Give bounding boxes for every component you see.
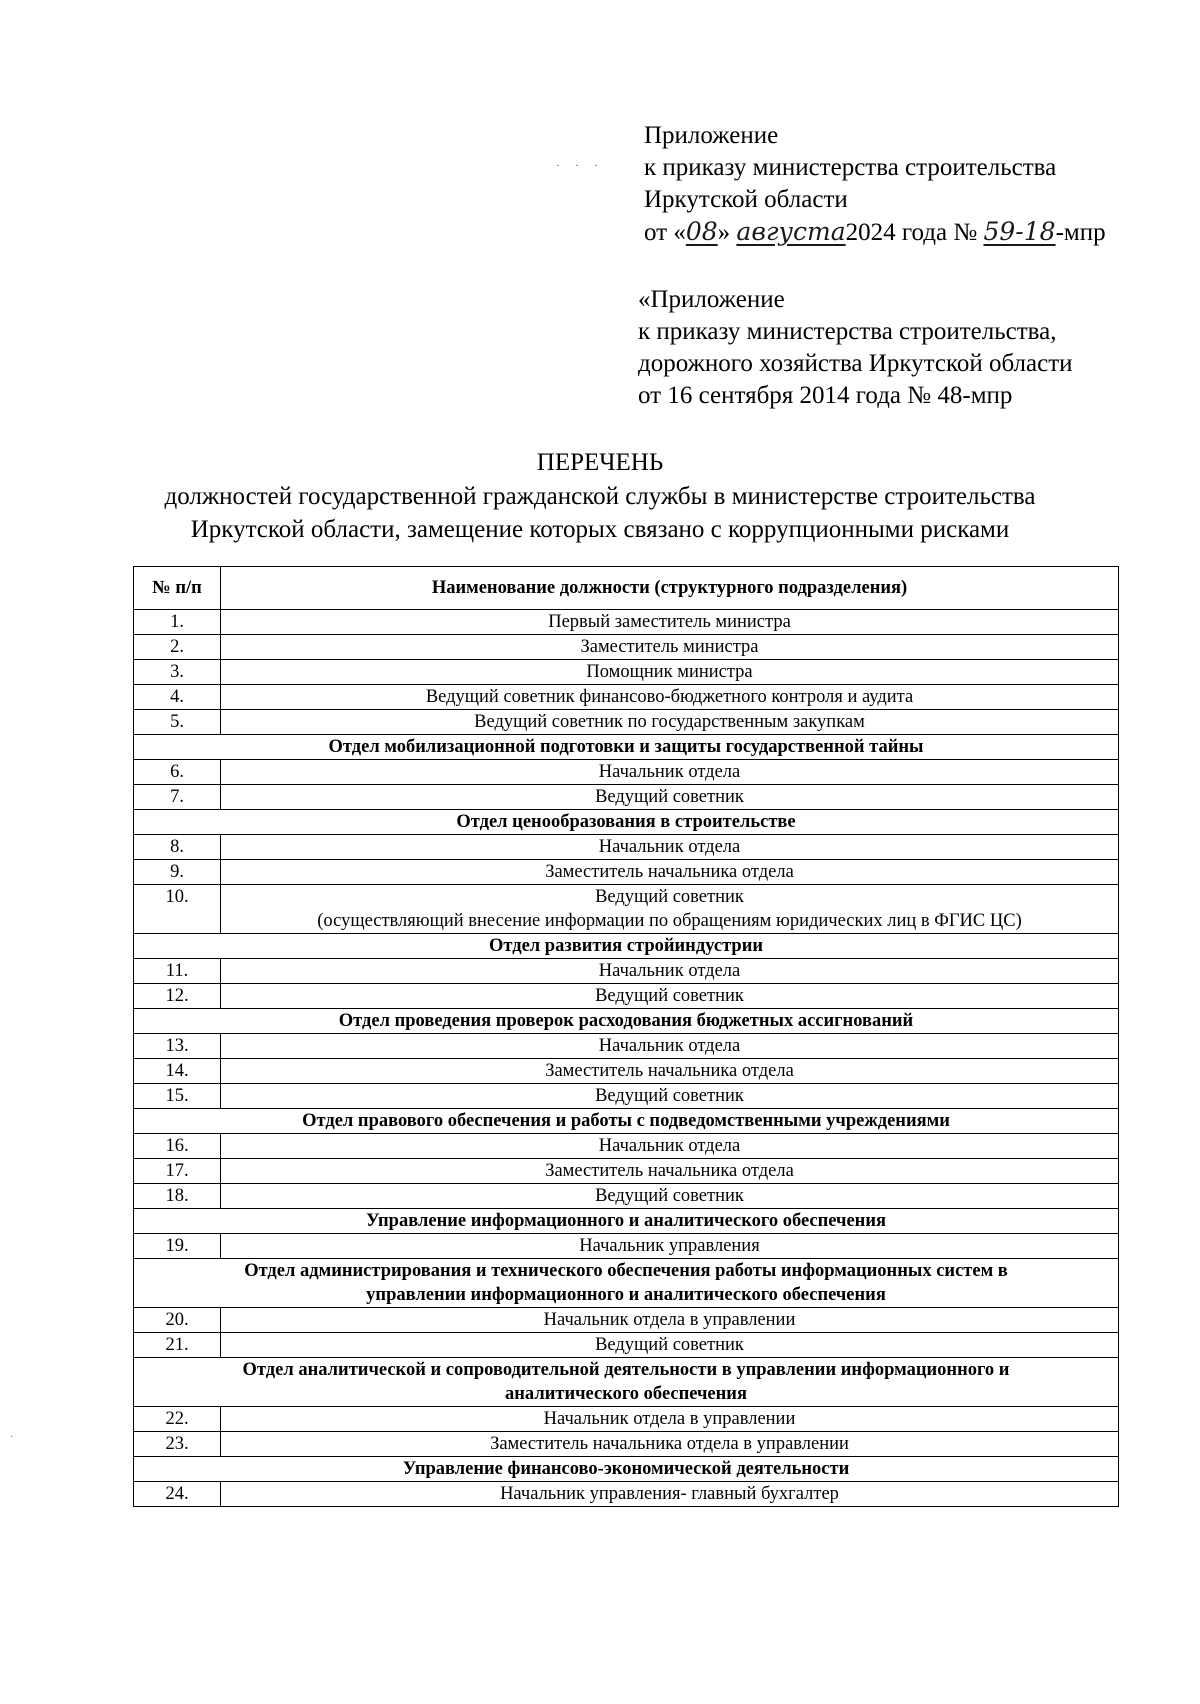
section-row <box>134 1358 1119 1407</box>
position-name-line: Ведущий советник по государственным закупкам <box>474 712 865 732</box>
table-row <box>134 685 1119 710</box>
table-row <box>134 1432 1119 1457</box>
position-name <box>221 984 1119 1009</box>
section-title-line: Отдел мобилизационной подготовки и защиты государственной тайны <box>328 737 924 757</box>
position-name <box>221 1432 1119 1457</box>
scan-artifact: · <box>10 1432 14 1443</box>
row-number: 5. <box>134 710 221 735</box>
position-name-line: Начальник отдела в управлении <box>543 1310 796 1330</box>
section-row <box>134 1109 1119 1134</box>
table-row <box>134 1482 1119 1507</box>
section-title-line: аналитического обеспечения <box>505 1384 747 1404</box>
row-number: 21. <box>134 1333 221 1358</box>
column-header-name: Наименование должности (структурного подразделения) <box>221 567 1119 610</box>
appendix-label: Приложение <box>644 122 779 149</box>
row-number: 7. <box>134 785 221 810</box>
table-body <box>134 610 1119 1507</box>
position-name-line: Начальник отдела в управлении <box>543 1409 796 1429</box>
position-name-line: Начальник управления- главный бухгалтер <box>500 1484 839 1504</box>
section-title <box>134 735 1119 760</box>
table-row <box>134 1184 1119 1209</box>
row-number: 9. <box>134 860 221 885</box>
section-title <box>134 1259 1119 1308</box>
position-name <box>221 785 1119 810</box>
position-name <box>221 885 1119 934</box>
position-name-line: Начальник управления <box>579 1236 760 1256</box>
section-title <box>134 1457 1119 1482</box>
row-number: 3. <box>134 660 221 685</box>
row-number: 8. <box>134 835 221 860</box>
section-title-line: Отдел администрирования и технического обеспечения работы информационных систем в <box>244 1261 1008 1281</box>
position-name-line: Заместитель начальника отдела <box>545 862 794 882</box>
row-number: 22. <box>134 1407 221 1432</box>
original-region-line: дорожного хозяйства Иркутской области <box>638 350 1073 377</box>
section-title-line: Отдел аналитической и сопроводительной деятельности в управлении информационного и <box>242 1360 1010 1380</box>
section-title <box>134 1209 1119 1234</box>
row-number: 24. <box>134 1482 221 1507</box>
section-title-line: Управление финансово-экономической деятельности <box>402 1459 850 1479</box>
position-name-line: Начальник отдела <box>598 1136 741 1156</box>
position-name <box>221 635 1119 660</box>
table-row <box>134 984 1119 1009</box>
position-name <box>221 1333 1119 1358</box>
position-name-line: Ведущий советник <box>595 1335 744 1355</box>
position-name-line: Ведущий советник <box>595 787 744 807</box>
position-name-line: Заместитель министра <box>580 637 759 657</box>
handwritten-month: августа <box>736 217 846 246</box>
order-ref-line: к приказу министерства строительства <box>644 154 1057 181</box>
section-title <box>134 1009 1119 1034</box>
table-row <box>134 710 1119 735</box>
handwritten-number: 59-18 <box>983 217 1056 246</box>
position-name-line: Ведущий советник <box>595 986 744 1006</box>
table-row <box>134 835 1119 860</box>
section-row <box>134 1457 1119 1482</box>
position-name <box>221 1134 1119 1159</box>
row-number: 12. <box>134 984 221 1009</box>
position-name-line: (осуществляющий внесение информации по обращениям юридических лиц в ФГИС ЦС) <box>317 911 1022 931</box>
position-name <box>221 860 1119 885</box>
appendix-header <box>644 120 1184 249</box>
section-title <box>134 1109 1119 1134</box>
position-name <box>221 959 1119 984</box>
original-date-line: от 16 сентября 2014 года № 48-мпр <box>638 382 1013 409</box>
position-name <box>221 1059 1119 1084</box>
section-title-line: Отдел правового обеспечения и работы с подведомственными учреждениями <box>302 1111 950 1131</box>
position-name-line: Ведущий советник финансово-бюджетного контроля и аудита <box>425 687 914 707</box>
row-number: 23. <box>134 1432 221 1457</box>
section-title <box>134 1358 1119 1407</box>
section-row <box>134 1259 1119 1308</box>
position-name-line: Начальник отдела <box>598 762 741 782</box>
position-name-line: Ведущий советник <box>595 1186 744 1206</box>
row-number: 19. <box>134 1234 221 1259</box>
position-name <box>221 1234 1119 1259</box>
position-name <box>221 1308 1119 1333</box>
table-row <box>134 860 1119 885</box>
position-name-line: Первый заместитель министра <box>548 612 791 632</box>
position-name <box>221 1034 1119 1059</box>
row-number: 11. <box>134 959 221 984</box>
position-name <box>221 1482 1119 1507</box>
document-heading: ПЕРЕЧЕНЬ <box>536 449 664 476</box>
row-number: 2. <box>134 635 221 660</box>
table-row <box>134 610 1119 635</box>
section-title-line: Отдел ценообразования в строительстве <box>456 812 796 832</box>
row-number: 13. <box>134 1034 221 1059</box>
position-name-line: Заместитель начальника отдела в управлении <box>490 1434 849 1454</box>
table-header-row <box>134 567 1119 610</box>
table-row <box>134 1407 1119 1432</box>
row-number: 4. <box>134 685 221 710</box>
table-row <box>134 1034 1119 1059</box>
column-header-number: № п/п <box>134 567 221 610</box>
row-number: 17. <box>134 1159 221 1184</box>
scan-artifact: · · · <box>556 158 604 172</box>
position-name-line: Заместитель начальника отдела <box>545 1061 794 1081</box>
position-name-line: Начальник отдела <box>598 1036 741 1056</box>
position-name-line: Начальник отдела <box>598 837 741 857</box>
row-number: 14. <box>134 1059 221 1084</box>
original-appendix-label: «Приложение <box>638 286 785 313</box>
position-name-line: Начальник отдела <box>598 961 741 981</box>
row-number: 16. <box>134 1134 221 1159</box>
row-number: 15. <box>134 1084 221 1109</box>
table-row <box>134 635 1119 660</box>
table-row <box>134 1333 1119 1358</box>
table-row <box>134 1084 1119 1109</box>
table-row <box>134 760 1119 785</box>
position-name <box>221 760 1119 785</box>
table-row <box>134 885 1119 934</box>
position-name <box>221 710 1119 735</box>
order-date-line: от «08» августа2024 года № 59-18-мпр <box>644 217 1106 246</box>
table-row <box>134 1159 1119 1184</box>
section-title <box>134 810 1119 835</box>
section-title-line: управлении информационного и аналитического обеспечения <box>366 1285 886 1305</box>
row-number: 18. <box>134 1184 221 1209</box>
positions-table <box>133 566 1119 1507</box>
section-row <box>134 735 1119 760</box>
section-row <box>134 934 1119 959</box>
original-appendix-header <box>638 284 1178 412</box>
original-order-line: к приказу министерства строительства, <box>638 318 1057 345</box>
section-title <box>134 934 1119 959</box>
section-title-line: Отдел развития стройиндустрии <box>488 936 764 956</box>
position-name-line: Помощник министра <box>586 662 753 682</box>
row-number: 20. <box>134 1308 221 1333</box>
region-line: Иркутской области <box>644 186 848 213</box>
table-row <box>134 1234 1119 1259</box>
table-row <box>134 959 1119 984</box>
row-number: 10. <box>134 885 221 934</box>
section-row <box>134 1209 1119 1234</box>
table-row <box>134 660 1119 685</box>
table-row <box>134 1059 1119 1084</box>
section-title-line: Отдел проведения проверок расходования бюджетных ассигнований <box>338 1011 914 1031</box>
handwritten-day: 08 <box>685 217 718 246</box>
document-subtitle-line2: Иркутской области, замещение которых связано с коррупционными рисками <box>190 516 1010 543</box>
position-name-line: Ведущий советник <box>595 887 744 907</box>
table-row <box>134 1308 1119 1333</box>
table-row <box>134 1134 1119 1159</box>
position-name <box>221 1407 1119 1432</box>
row-number: 1. <box>134 610 221 635</box>
section-title-line: Управление информационного и аналитического обеспечения <box>365 1211 887 1231</box>
section-row <box>134 1009 1119 1034</box>
table-row <box>134 785 1119 810</box>
position-name <box>221 835 1119 860</box>
section-row <box>134 810 1119 835</box>
row-number: 6. <box>134 760 221 785</box>
position-name <box>221 1159 1119 1184</box>
position-name <box>221 610 1119 635</box>
position-name-line: Заместитель начальника отдела <box>545 1161 794 1181</box>
position-name <box>221 660 1119 685</box>
position-name-line: Ведущий советник <box>595 1086 744 1106</box>
position-name <box>221 685 1119 710</box>
position-name <box>221 1184 1119 1209</box>
document-subtitle-line1: должностей государственной гражданской службы в министерстве строительства <box>164 483 1036 510</box>
position-name <box>221 1084 1119 1109</box>
